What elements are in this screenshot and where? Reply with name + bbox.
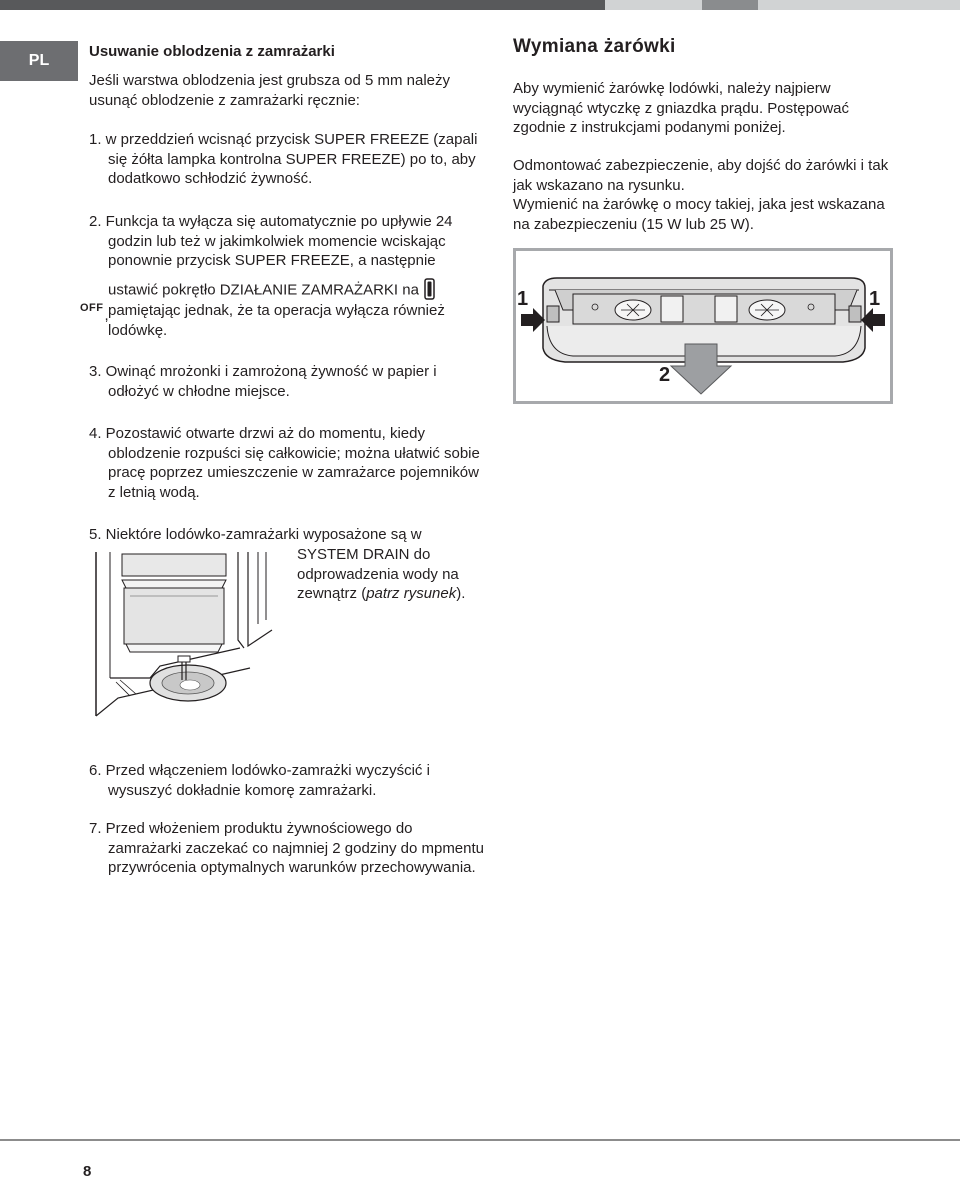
top-bar-dark-segment xyxy=(0,0,605,10)
lamp-cover-figure xyxy=(513,248,893,404)
step-5-rest xyxy=(297,545,477,604)
step-2: 2. Funkcja ta wyłącza się automatycznie po upływie 24 godzin lub też w jakimkolwiek momencie wciskając ponownie przycisk SUPER FREEZE, a następnie xyxy=(89,213,453,269)
step-2-comma: , xyxy=(104,306,109,324)
step-3: 3. Owinąć mrożonki i zamrożoną żywność w papier i odłożyć w chłodne miejsce. xyxy=(89,363,437,400)
top-bar xyxy=(0,0,960,10)
section-heading-defrost: Usuwanie oblodzenia z zamrażarki xyxy=(89,43,335,60)
section-heading-bulb: Wymiana żarówki xyxy=(513,36,676,57)
step-2-setting-text: ustawić pokrętło DZIAŁANIE ZAMRAŻARKI na xyxy=(108,281,419,299)
figure-label-right: 1 xyxy=(869,288,881,310)
top-bar-light-segment-2 xyxy=(758,0,960,10)
figure-label-bottom: 2 xyxy=(659,364,671,386)
top-bar-mid-segment xyxy=(702,0,758,10)
step-2-continuation: pamiętając jednak, że ta operacja wyłącza również lodówkę. xyxy=(108,302,445,339)
step-5-end: ). xyxy=(456,585,466,602)
language-tab xyxy=(0,41,78,81)
bulb-paragraph-3: Wymienić na żarówkę o mocy takiej, jaka jest wskazana na zabezpieczeniu (15 W lub 25 W). xyxy=(513,196,885,233)
footer-divider xyxy=(0,1139,960,1141)
step-6: 6. Przed włączeniem lodówko-zamrażki wyczyścić i wysuszyć dokładnie komorę zamrażarki. xyxy=(89,762,430,799)
off-label: OFF xyxy=(80,301,104,314)
step-7: 7. Przed włożeniem produktu żywnościowego do zamrażarki zaczekać co najmniej 2 godziny do mpmentu przywrócenia optymalnych warunków przechowywania. xyxy=(89,820,485,876)
step-1: 1. w przeddzień wcisnąć przycisk SUPER FREEZE (zapali się żółta lampka kontrolna SUPER FREEZE) po to, aby dodatkowo schłodzić żywność. xyxy=(89,131,478,187)
step-5-reference: patrz rysunek xyxy=(366,585,457,602)
page-number: 8 xyxy=(83,1163,92,1180)
step-5-lead: 5. Niektóre lodówko-zamrażarki wyposażone są w xyxy=(89,526,422,543)
step-4: 4. Pozostawić otwarte drzwi aż do momentu, kiedy oblodzenie rozpuści się całkowicie; można ułatwić sobie pracę poprzez umieszczenie w zamrażarce pojemników z letnią wodą. xyxy=(89,425,480,501)
top-bar-light-segment xyxy=(605,0,702,10)
step-5-text: SYSTEM DRAIN do odprowadzenia wody na zewnątrz ( xyxy=(297,546,459,602)
figure-label-left: 1 xyxy=(517,288,529,310)
drain-system-illustration xyxy=(90,548,275,720)
language-label: PL xyxy=(28,52,50,69)
bulb-paragraph-1: Aby wymienić żarówkę lodówki, należy najpierw wyciągnąć wtyczkę z gniazdka prądu. Postępować zgodnie z instrukcjami podanymi poniżej. xyxy=(513,80,850,136)
bulb-paragraph-2: Odmontować zabezpieczenie, aby dojść do żarówki i tak jak wskazano na rysunku. xyxy=(513,157,889,194)
intro-paragraph: Jeśli warstwa oblodzenia jest grubsza od 5 mm należy usunąć oblodzenie z zamrażarki ręcznie: xyxy=(89,72,451,109)
